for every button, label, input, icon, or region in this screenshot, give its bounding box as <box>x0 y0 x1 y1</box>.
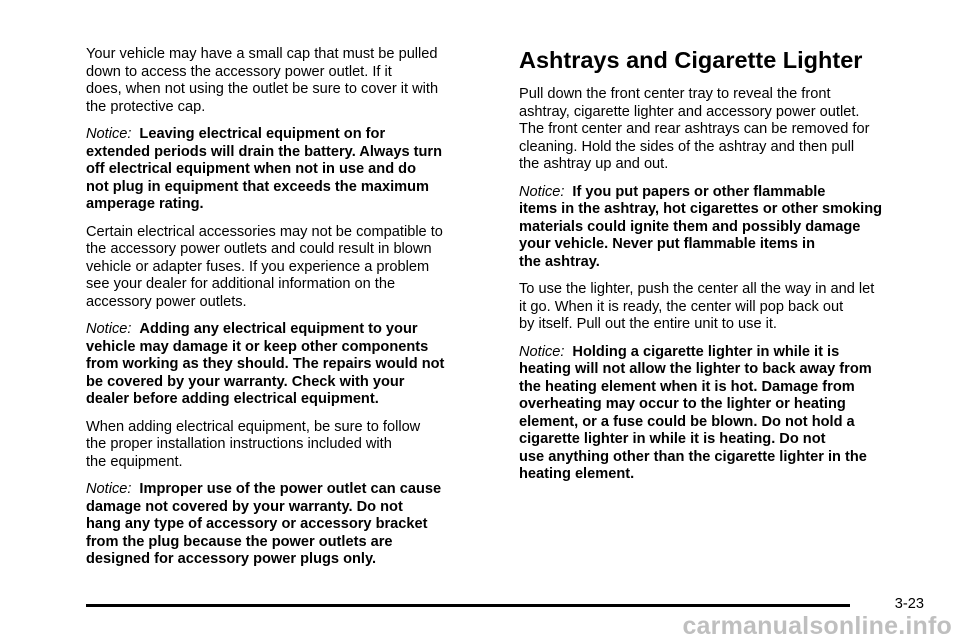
notice-lighter-heating <box>519 344 925 484</box>
notice-label: Notice: <box>86 321 132 337</box>
notice-improper-use <box>86 481 492 569</box>
section-heading: Ashtrays and Cigarette Lighter <box>519 47 863 73</box>
notice-adding-equipment <box>86 321 492 409</box>
paragraph-lighter-use: To use the lighter, push the center all the way in and let it go. When it is ready, the center will pop back out by itself. Pull out the entire unit to use it. <box>519 281 875 332</box>
notice-text: Leaving electrical equipment on for extended periods will drain the battery. Always turn off electrical equipment when not in use and do not plug in equipment that exceeds the maximum amperage rating. <box>86 126 442 212</box>
paragraph-outlet-cap: Your vehicle may have a small cap that must be pulled down to access the accessory power outlet. If it does, when not using the outlet be sure to cover it with the protective cap. <box>86 46 439 115</box>
notice-text: Adding any electrical equipment to your vehicle may damage it or keep other components from working as they should. The repairs would not be covered by your warranty. Check with your dealer before adding electrical equipment. <box>86 321 445 407</box>
notice-label: Notice: <box>86 481 132 497</box>
paragraph-compatibility: Certain electrical accessories may not be compatible to the accessory power outlets and could result in blown vehicle or adapter fuses. If you experience a problem see your dealer for additional information on the accessory power outlets. <box>86 223 443 310</box>
notice-label: Notice: <box>86 126 132 142</box>
notice-flammable <box>519 184 925 272</box>
notice-label: Notice: <box>519 343 565 360</box>
footer-rule <box>86 604 850 607</box>
right-column <box>519 46 925 494</box>
notice-label: Notice: <box>519 183 565 200</box>
watermark: carmanualsonline.info <box>682 612 952 640</box>
notice-text: Holding a cigarette lighter in while it is heating will not allow the lighter to back away from the heating element when it is hot. Damage from overheating may occur to the lighter or heating element, or a fuse could be blown. Do not hold a cigarette lighter in while it is heating. Do not use anything other than the cigarette lighter in the heating element. <box>519 343 872 482</box>
paragraph-installation: When adding electrical equipment, be sure to follow the proper installation instructions included with the equipment. <box>86 418 421 470</box>
notice-battery-drain <box>86 126 492 214</box>
notice-text: Improper use of the power outlet can cause damage not covered by your warranty. Do not hang any type of accessory or accessory bracket from the plug because the power outlets are designed for accessory power plugs only. <box>86 481 442 567</box>
paragraph-ashtray: Pull down the front center tray to reveal the front ashtray, cigarette lighter and accessory power outlet. The front center and rear ashtrays can be removed for cleaning. Hold the sides of the ashtray and then pull the ashtray up and out. <box>519 86 870 172</box>
notice-text: If you put papers or other flammable items in the ashtray, hot cigarettes or other smoking materials could ignite them and possibly damage your vehicle. Never put flammable items in the ashtray. <box>519 183 883 270</box>
page-number: 3-23 <box>894 596 924 612</box>
left-column <box>86 46 492 579</box>
